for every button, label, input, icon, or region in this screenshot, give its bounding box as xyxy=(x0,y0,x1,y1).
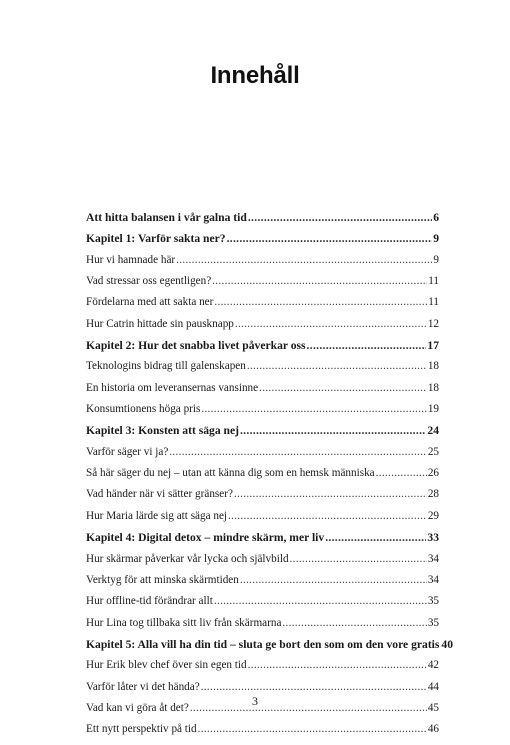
toc-entry-page: 29 xyxy=(427,509,439,522)
toc-chapter-entry xyxy=(86,637,454,659)
toc-entry-page: 45 xyxy=(427,701,439,714)
toc-entry-label: Konsumtionens höga pris xyxy=(86,403,201,416)
toc-entry-label: Vad stressar oss egentligen? xyxy=(86,275,212,288)
toc-entry-page: 28 xyxy=(427,488,439,501)
toc-entry-label: Hur offline-tid förändrar allt xyxy=(86,595,213,608)
toc-section-entry xyxy=(86,360,439,381)
toc-entry-label: Kapitel 4: Digital detox – mindre skärm, mer liv xyxy=(86,531,325,545)
dot-leader xyxy=(240,574,427,586)
toc-chapter-entry xyxy=(86,232,439,253)
toc-entry-page: 42 xyxy=(427,659,439,672)
toc-entry-label: Kapitel 2: Hur det snabba livet påverkar oss xyxy=(86,339,306,353)
toc-entry-page: 40 xyxy=(441,637,454,651)
dot-leader xyxy=(169,446,427,458)
dot-leader xyxy=(240,424,426,437)
toc-entry-page: 46 xyxy=(427,723,439,736)
page-title: Innehåll xyxy=(210,62,300,89)
toc-entry-label: Hur Lina tog tillbaka sitt liv från skärmarna xyxy=(86,616,282,629)
toc-entry-label: Att hitta balansen i vår galna tid xyxy=(86,211,247,224)
toc-section-entry xyxy=(86,275,439,296)
toc-section-entry xyxy=(86,382,439,403)
toc-chapter-entry xyxy=(86,339,439,360)
toc-entry-label: En historia om leveransernas vansinne xyxy=(86,381,259,394)
toc-entry-label: Varför låter vi det hända? xyxy=(86,680,200,693)
toc-entry-page: 9 xyxy=(433,253,439,266)
dot-leader xyxy=(234,488,427,500)
toc-entry-label: Kapitel 1: Varför sakta ner? xyxy=(86,232,226,246)
toc-entry-label: Hur Maria lärde sig att säga nej xyxy=(86,509,228,522)
toc-entry-label: Vad händer när vi sätter gränser? xyxy=(86,488,233,501)
toc-chapter-entry xyxy=(86,531,439,552)
toc-section-entry xyxy=(86,446,439,467)
toc-entry-page: 11 xyxy=(428,275,439,288)
toc-section-entry xyxy=(86,510,439,531)
toc-entry-label: Hur Erik blev chef över sin egen tid xyxy=(86,659,247,672)
toc-section-entry xyxy=(86,488,439,509)
toc-entry-page: 44 xyxy=(427,680,439,693)
toc-entry-label: Hur vi hamnade här xyxy=(86,253,176,266)
dot-leader xyxy=(235,318,427,330)
toc-entry-page: 18 xyxy=(427,381,439,394)
toc-section-entry xyxy=(86,403,439,424)
toc-entry-page: 19 xyxy=(427,403,439,416)
page-number: 3 xyxy=(252,694,258,708)
toc-entry-page: 11 xyxy=(428,296,439,309)
toc-entry-page: 9 xyxy=(433,232,439,246)
toc-section-entry xyxy=(86,467,439,488)
toc-entry-label: Kapitel 3: Konsten att säga nej xyxy=(86,424,239,438)
dot-leader xyxy=(214,296,427,308)
toc-chapter-entry xyxy=(86,211,439,232)
toc-entry-page: 35 xyxy=(427,595,439,608)
dot-leader xyxy=(282,617,426,629)
dot-leader xyxy=(248,211,432,224)
toc-section-entry xyxy=(86,617,439,638)
toc-entry-label: Ett nytt perspektiv på tid xyxy=(86,723,197,736)
toc-entry-page: 6 xyxy=(433,211,439,224)
toc-section-entry xyxy=(86,659,439,680)
dot-leader xyxy=(228,510,427,522)
dot-leader xyxy=(212,275,427,287)
toc-entry-page: 26 xyxy=(427,467,439,480)
dot-leader xyxy=(214,595,427,607)
toc-entry-label: Kapitel 5: Alla vill ha din tid – sluta ge bort den som om den vore gratis xyxy=(86,637,440,651)
dot-leader xyxy=(376,467,427,479)
dot-leader xyxy=(307,339,427,352)
toc-entry-label: Hur Catrin hittade sin pausknapp xyxy=(86,317,234,330)
toc-entry-page: 17 xyxy=(427,339,439,353)
dot-leader xyxy=(247,360,427,372)
toc-entry-label: Verktyg för att minska skärmtiden xyxy=(86,573,239,586)
dot-leader xyxy=(176,254,432,266)
dot-leader xyxy=(248,659,427,671)
toc-entry-page: 34 xyxy=(427,573,439,586)
toc-entry-label: Teknologins bidrag till galenskapen xyxy=(86,360,246,373)
toc-section-entry xyxy=(86,318,439,339)
dot-leader xyxy=(259,382,427,394)
table-of-contents xyxy=(86,211,454,745)
toc-chapter-entry xyxy=(86,424,439,445)
dot-leader xyxy=(227,232,433,245)
toc-entry-label: Fördelarna med att sakta ner xyxy=(86,296,214,309)
toc-entry-page: 35 xyxy=(427,616,439,629)
dot-leader xyxy=(201,681,427,693)
dot-leader xyxy=(290,553,427,565)
dot-leader xyxy=(201,403,426,415)
toc-entry-page: 18 xyxy=(427,360,439,373)
toc-entry-label: Vad kan vi göra åt det? xyxy=(86,701,189,714)
toc-entry-page: 25 xyxy=(427,445,439,458)
toc-section-entry xyxy=(86,723,439,744)
toc-section-entry xyxy=(86,595,439,616)
toc-entry-label: Varför säger vi ja? xyxy=(86,445,169,458)
toc-entry-label: Hur skärmar påverkar vår lycka och självbild xyxy=(86,552,289,565)
toc-section-entry xyxy=(86,553,439,574)
toc-entry-page: 33 xyxy=(427,531,439,545)
toc-section-entry xyxy=(86,574,439,595)
toc-entry-page: 24 xyxy=(427,424,439,438)
toc-entry-label: Så här säger du nej – utan att känna dig som en hemsk människa xyxy=(86,467,375,480)
dot-leader xyxy=(325,531,426,544)
toc-section-entry xyxy=(86,254,439,275)
toc-section-entry xyxy=(86,296,439,317)
toc-entry-page: 12 xyxy=(427,317,439,330)
dot-leader xyxy=(198,723,427,735)
toc-entry-page: 34 xyxy=(427,552,439,565)
